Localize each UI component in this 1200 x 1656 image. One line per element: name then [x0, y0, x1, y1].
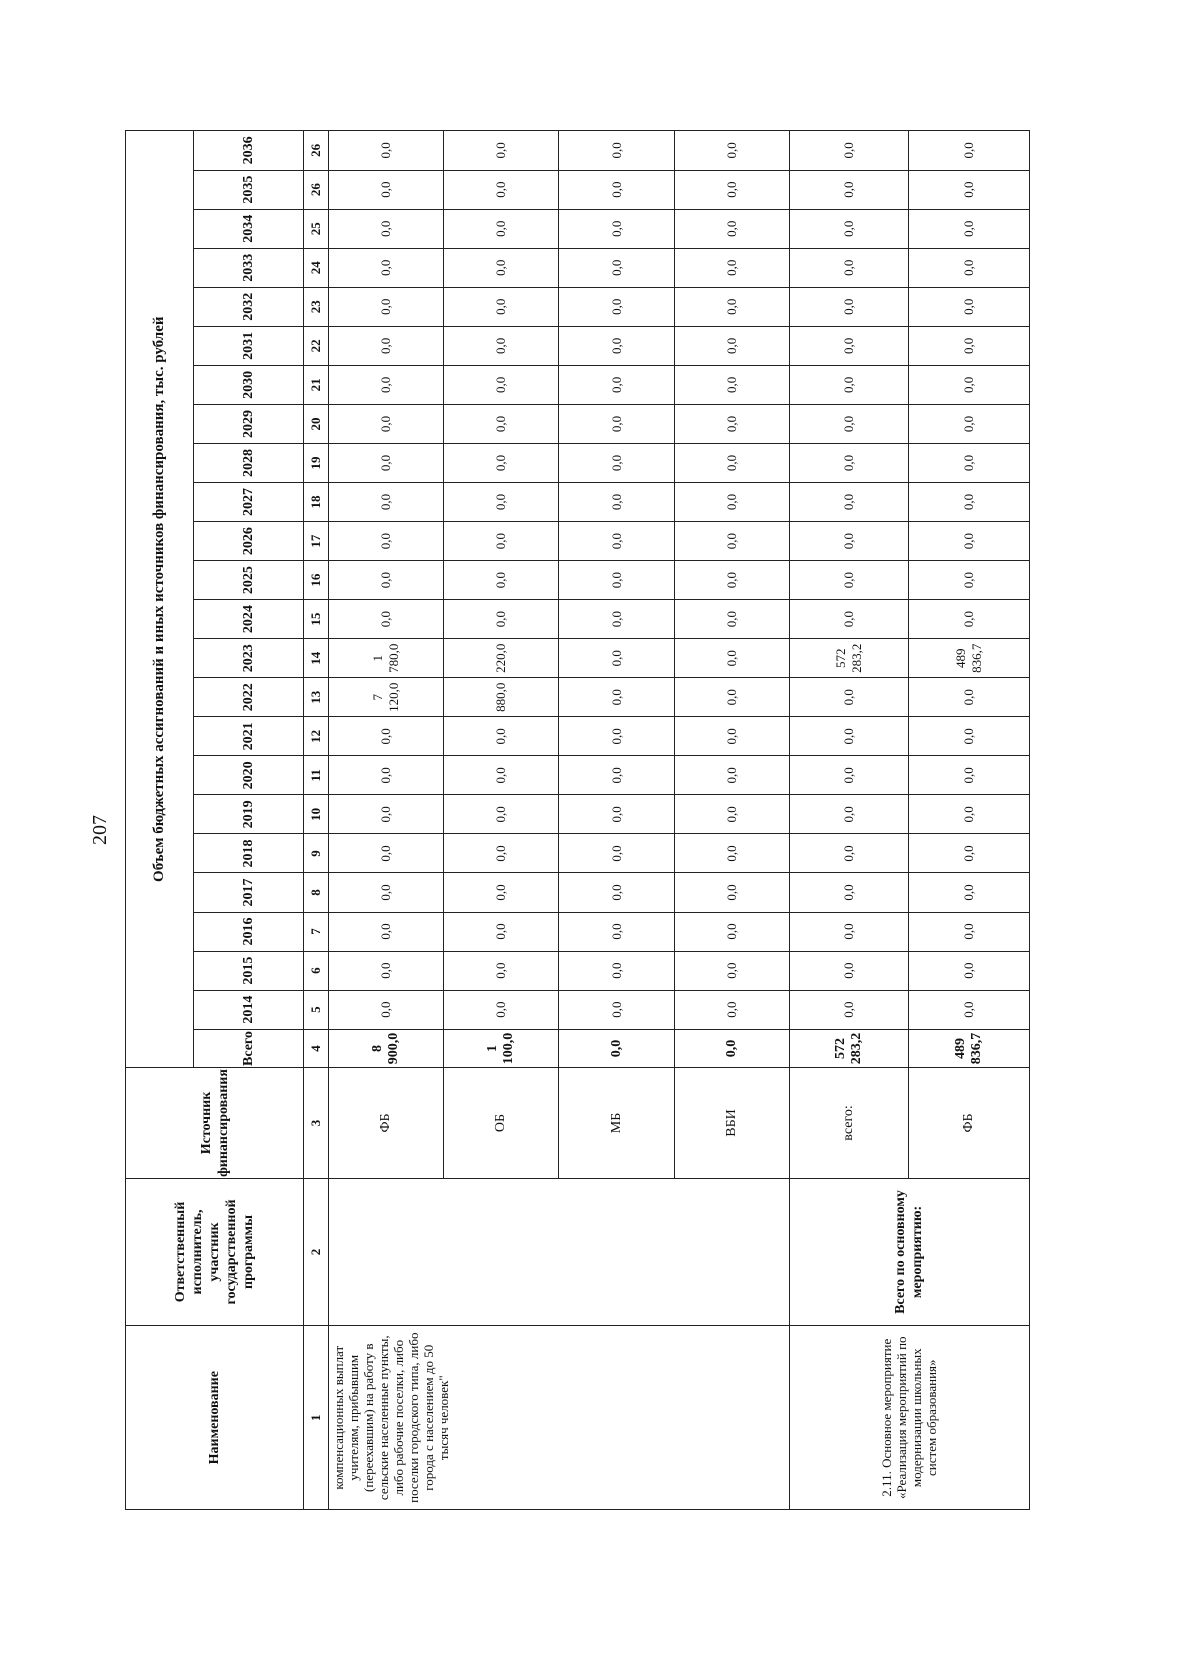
column-number: 5: [304, 990, 329, 1029]
year-value: 0,0: [329, 912, 444, 951]
year-value: 0,0: [329, 990, 444, 1029]
year-value: 1 780,0: [329, 639, 444, 678]
year-value: 0,0: [559, 170, 674, 209]
header-year: 2015: [194, 951, 304, 990]
year-value: 0,0: [329, 795, 444, 834]
table-row: [789, 131, 909, 1510]
column-number: 6: [304, 951, 329, 990]
year-value: 0,0: [559, 326, 674, 365]
year-value: 0,0: [909, 170, 1030, 209]
page-number: 207: [89, 815, 111, 845]
year-value: 0,0: [559, 756, 674, 795]
year-value: 0,0: [674, 951, 789, 990]
year-value: 0,0: [789, 209, 909, 248]
year-value: 0,0: [329, 248, 444, 287]
row-total: 8 900,0: [329, 1029, 444, 1068]
year-value: 0,0: [789, 483, 909, 522]
year-value: 0,0: [909, 209, 1030, 248]
header-name: Наименование: [126, 1326, 304, 1510]
year-value: 0,0: [789, 756, 909, 795]
row-source: ФБ: [909, 1068, 1030, 1178]
year-value: 489 836,7: [909, 639, 1030, 678]
header-year: 2029: [194, 404, 304, 443]
header-year: 2026: [194, 522, 304, 561]
year-value: 0,0: [909, 248, 1030, 287]
year-value: 0,0: [674, 443, 789, 482]
column-number: 14: [304, 639, 329, 678]
column-number: 9: [304, 834, 329, 873]
column-number: 11: [304, 756, 329, 795]
header-year: 2020: [194, 756, 304, 795]
column-number: 12: [304, 717, 329, 756]
row-name: 2.11. Основное мероприятие «Реализация мероприятий по модернизации школьных систем образования»: [789, 1326, 1029, 1510]
year-value: 0,0: [559, 287, 674, 326]
year-value: 0,0: [444, 600, 559, 639]
column-number: 13: [304, 678, 329, 717]
year-value: 0,0: [329, 951, 444, 990]
year-value: 0,0: [559, 678, 674, 717]
year-value: 880,0: [444, 678, 559, 717]
year-value: 0,0: [789, 990, 909, 1029]
year-value: 0,0: [444, 717, 559, 756]
year-value: 0,0: [909, 131, 1030, 171]
year-value: 0,0: [789, 561, 909, 600]
row-source: ОБ: [444, 1068, 559, 1178]
column-number: 17: [304, 522, 329, 561]
year-value: 0,0: [444, 326, 559, 365]
header-year: 2028: [194, 443, 304, 482]
year-value: 0,0: [559, 522, 674, 561]
year-value: 0,0: [674, 404, 789, 443]
row-total: 0,0: [674, 1029, 789, 1068]
column-number: 8: [304, 873, 329, 912]
year-value: 0,0: [789, 287, 909, 326]
year-value: 0,0: [909, 404, 1030, 443]
header-year: 2022: [194, 678, 304, 717]
year-value: 0,0: [674, 365, 789, 404]
header-year: 2021: [194, 717, 304, 756]
year-value: 0,0: [789, 248, 909, 287]
column-number: 4: [304, 1029, 329, 1068]
budget-table: [125, 130, 1030, 1510]
year-value: 0,0: [674, 678, 789, 717]
year-value: 0,0: [909, 873, 1030, 912]
year-value: 0,0: [329, 326, 444, 365]
year-value: 0,0: [789, 678, 909, 717]
year-value: 0,0: [909, 561, 1030, 600]
year-value: 0,0: [329, 404, 444, 443]
year-value: 0,0: [674, 287, 789, 326]
year-value: 0,0: [789, 443, 909, 482]
year-value: 0,0: [789, 834, 909, 873]
row-total: 489 836,7: [909, 1029, 1030, 1068]
column-number: 7: [304, 912, 329, 951]
header-year: 2016: [194, 912, 304, 951]
year-value: 0,0: [329, 600, 444, 639]
year-value: 0,0: [329, 483, 444, 522]
year-value: 0,0: [909, 795, 1030, 834]
year-value: 0,0: [674, 834, 789, 873]
header-year: 2027: [194, 483, 304, 522]
row-source: МБ: [559, 1068, 674, 1178]
year-value: 0,0: [559, 990, 674, 1029]
year-value: 0,0: [909, 834, 1030, 873]
row-total: 1 100,0: [444, 1029, 559, 1068]
year-value: 0,0: [559, 483, 674, 522]
row-source: ФБ: [329, 1068, 444, 1178]
year-value: 0,0: [444, 131, 559, 171]
year-value: 0,0: [909, 365, 1030, 404]
year-value: 0,0: [559, 443, 674, 482]
year-value: 0,0: [674, 326, 789, 365]
year-value: 0,0: [329, 209, 444, 248]
header-year: 2017: [194, 873, 304, 912]
year-value: 0,0: [789, 522, 909, 561]
year-value: 0,0: [909, 756, 1030, 795]
row-source: всего:: [789, 1068, 909, 1178]
year-value: 0,0: [329, 443, 444, 482]
year-value: 0,0: [789, 717, 909, 756]
year-value: 0,0: [674, 248, 789, 287]
year-value: 0,0: [559, 600, 674, 639]
year-value: 0,0: [559, 404, 674, 443]
header-year: 2032: [194, 287, 304, 326]
year-value: 0,0: [444, 990, 559, 1029]
column-number: 1: [304, 1326, 329, 1510]
year-value: 0,0: [559, 795, 674, 834]
year-value: 220,0: [444, 639, 559, 678]
year-value: 0,0: [674, 912, 789, 951]
header-year: 2018: [194, 834, 304, 873]
year-value: 0,0: [444, 483, 559, 522]
year-value: 0,0: [329, 873, 444, 912]
header-year: 2035: [194, 170, 304, 209]
year-value: 0,0: [909, 443, 1030, 482]
header-year: 2033: [194, 248, 304, 287]
year-value: 0,0: [674, 873, 789, 912]
year-value: 0,0: [674, 561, 789, 600]
row-total: 0,0: [559, 1029, 674, 1068]
year-value: 0,0: [789, 365, 909, 404]
year-value: 0,0: [674, 483, 789, 522]
header-year: 2030: [194, 365, 304, 404]
year-value: 0,0: [444, 912, 559, 951]
year-value: 0,0: [444, 834, 559, 873]
year-value: 0,0: [444, 795, 559, 834]
budget-table-container: [125, 130, 1030, 1510]
year-value: 0,0: [789, 912, 909, 951]
year-value: 0,0: [674, 170, 789, 209]
year-value: 0,0: [674, 522, 789, 561]
column-number: 10: [304, 795, 329, 834]
year-value: 0,0: [444, 873, 559, 912]
year-value: 0,0: [559, 131, 674, 171]
year-value: 0,0: [329, 756, 444, 795]
year-value: 0,0: [674, 756, 789, 795]
header-year: 2036: [194, 131, 304, 171]
column-number: 16: [304, 561, 329, 600]
year-value: 0,0: [674, 600, 789, 639]
year-value: 0,0: [559, 912, 674, 951]
year-value: 0,0: [789, 873, 909, 912]
year-value: 0,0: [789, 795, 909, 834]
year-value: 0,0: [674, 131, 789, 171]
year-value: 0,0: [674, 209, 789, 248]
year-value: 0,0: [909, 951, 1030, 990]
year-value: 0,0: [444, 248, 559, 287]
year-value: 0,0: [329, 287, 444, 326]
year-value: 0,0: [329, 131, 444, 171]
column-number: 25: [304, 209, 329, 248]
header-year: 2023: [194, 639, 304, 678]
column-number: 20: [304, 404, 329, 443]
year-value: 0,0: [444, 561, 559, 600]
header-year: 2034: [194, 209, 304, 248]
year-value: 7 120,0: [329, 678, 444, 717]
header-source: Источник финансирования: [126, 1068, 304, 1178]
year-value: 0,0: [909, 990, 1030, 1029]
year-value: 0,0: [444, 170, 559, 209]
year-value: 0,0: [559, 209, 674, 248]
column-number: 18: [304, 483, 329, 522]
header-volume: Объем бюджетных ассигнований и иных источников финансирования, тыс. рублей: [126, 131, 194, 1068]
year-value: 0,0: [909, 287, 1030, 326]
header-year: 2031: [194, 326, 304, 365]
year-value: 0,0: [789, 404, 909, 443]
year-value: 0,0: [674, 717, 789, 756]
row-responsible: Всего по основному мероприятию:: [789, 1178, 1029, 1326]
year-value: 0,0: [559, 873, 674, 912]
year-value: 0,0: [559, 561, 674, 600]
row-name: компенсационных выплат учителям, прибывшим (переехавшим) на работу в сельские населенные пункты, либо рабочие поселки, либо поселки городского типа, либо города с населением до 50 тысяч человек": [329, 1326, 790, 1510]
year-value: 0,0: [329, 834, 444, 873]
year-value: 0,0: [559, 834, 674, 873]
year-value: 0,0: [909, 678, 1030, 717]
year-value: 0,0: [789, 131, 909, 171]
year-value: 0,0: [444, 365, 559, 404]
year-value: 0,0: [559, 365, 674, 404]
column-number: 3: [304, 1068, 329, 1178]
year-value: 0,0: [559, 717, 674, 756]
year-value: 0,0: [559, 951, 674, 990]
year-value: 0,0: [909, 326, 1030, 365]
year-value: 0,0: [444, 287, 559, 326]
year-value: 0,0: [329, 365, 444, 404]
year-value: 0,0: [444, 404, 559, 443]
year-value: 0,0: [909, 600, 1030, 639]
column-number: 19: [304, 443, 329, 482]
row-responsible: [329, 1178, 790, 1326]
header-responsible: Ответственный исполнитель, участник государственной программы: [126, 1178, 304, 1326]
header-year: 2019: [194, 795, 304, 834]
year-value: 0,0: [329, 561, 444, 600]
column-number: 21: [304, 365, 329, 404]
year-value: 0,0: [559, 248, 674, 287]
column-number: 26: [304, 170, 329, 209]
column-number: 24: [304, 248, 329, 287]
year-value: 0,0: [674, 795, 789, 834]
year-value: 0,0: [674, 990, 789, 1029]
header-year: 2024: [194, 600, 304, 639]
year-value: 0,0: [909, 912, 1030, 951]
year-value: 0,0: [789, 170, 909, 209]
year-value: 0,0: [444, 209, 559, 248]
year-value: 0,0: [329, 522, 444, 561]
year-value: 0,0: [789, 600, 909, 639]
table-row: [329, 131, 444, 1510]
year-value: 0,0: [444, 522, 559, 561]
year-value: 0,0: [444, 443, 559, 482]
year-value: 0,0: [909, 522, 1030, 561]
column-number: 22: [304, 326, 329, 365]
year-value: 0,0: [789, 326, 909, 365]
year-value: 0,0: [329, 717, 444, 756]
header-year: 2025: [194, 561, 304, 600]
year-value: 572 283,2: [789, 639, 909, 678]
year-value: 0,0: [909, 717, 1030, 756]
year-value: 0,0: [909, 483, 1030, 522]
header-total: Всего: [194, 1029, 304, 1068]
column-number: 23: [304, 287, 329, 326]
year-value: 0,0: [674, 639, 789, 678]
column-number: 2: [304, 1178, 329, 1326]
year-value: 0,0: [559, 639, 674, 678]
year-value: 0,0: [329, 170, 444, 209]
column-number: 26: [304, 131, 329, 171]
year-value: 0,0: [444, 951, 559, 990]
column-number: 15: [304, 600, 329, 639]
row-total: 572 283,2: [789, 1029, 909, 1068]
row-source: ВБИ: [674, 1068, 789, 1178]
year-value: 0,0: [789, 951, 909, 990]
header-year: 2014: [194, 990, 304, 1029]
year-value: 0,0: [444, 756, 559, 795]
